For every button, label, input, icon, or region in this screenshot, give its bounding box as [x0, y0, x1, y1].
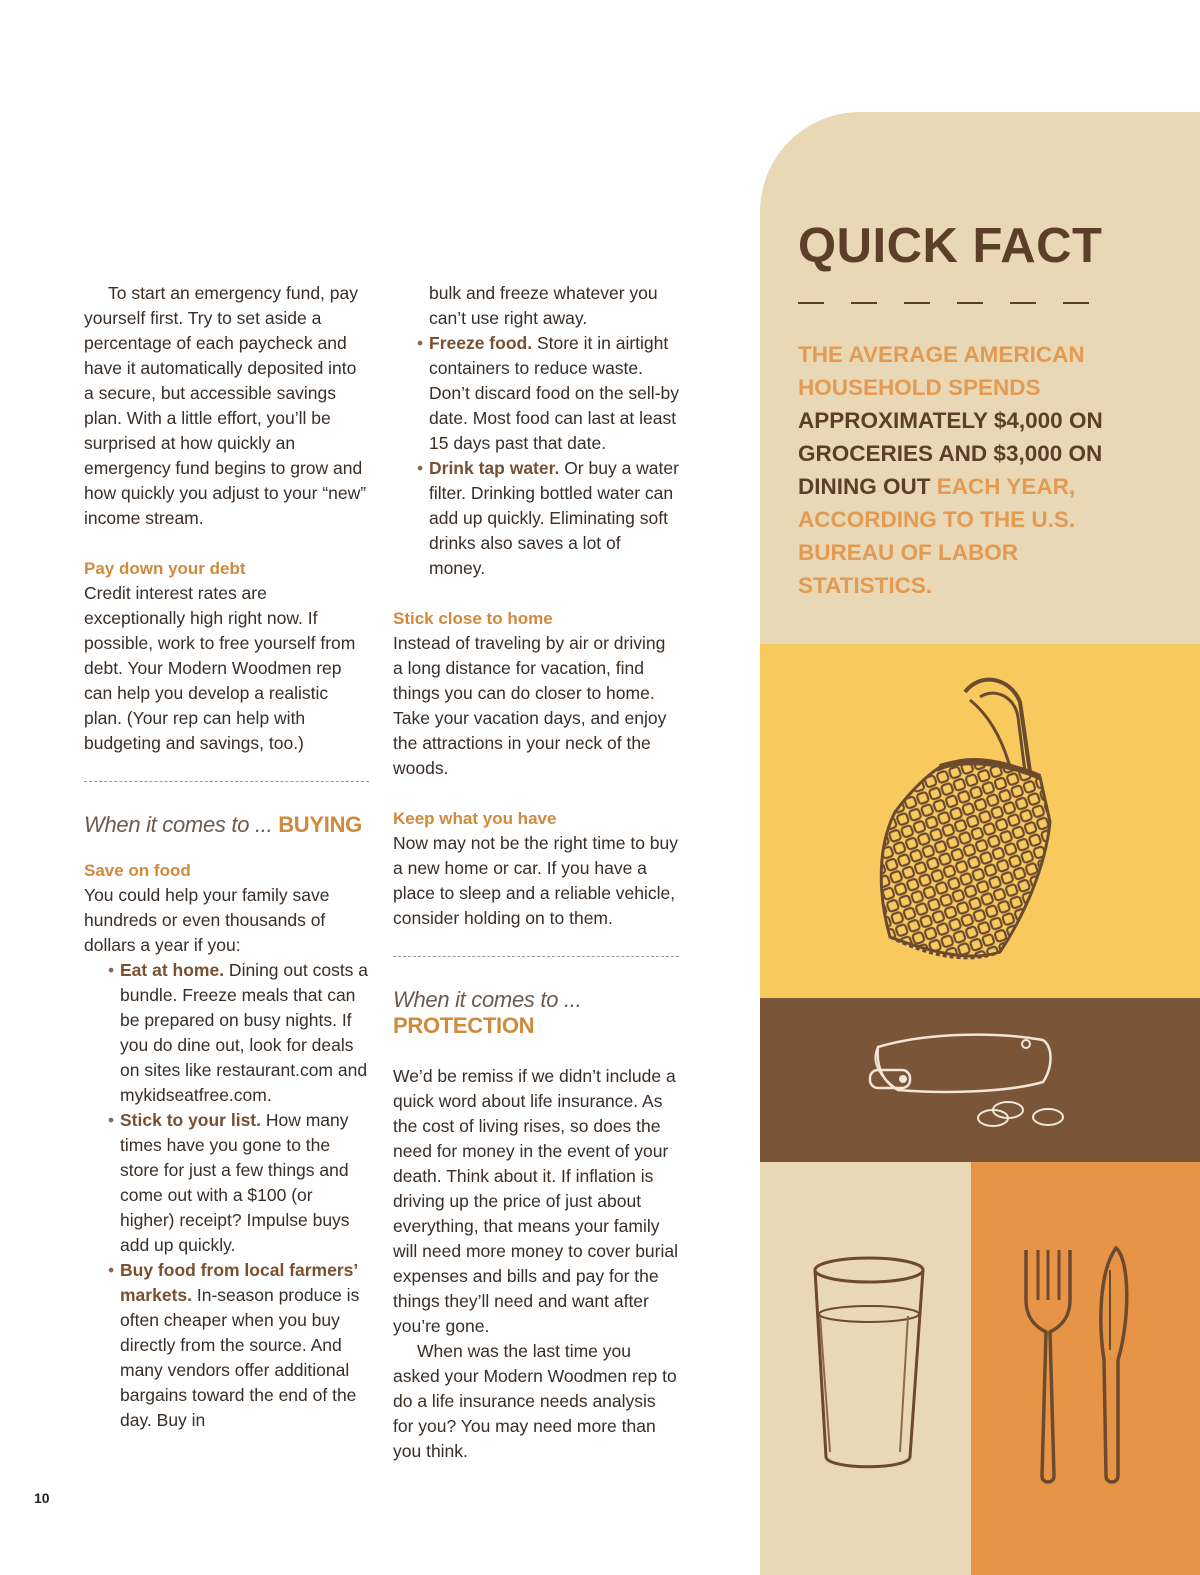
- keep-paragraph: Now may not be the right time to buy a new home or car. If you have a place to sleep and a reliable vehicle, consider holding on to them.: [393, 833, 678, 928]
- list-item-text: Or buy a water filter. Drinking bottled water can add up quickly. Eliminating soft drinks also saves a lot of money.: [429, 458, 679, 578]
- quick-fact-text-c: EACH YEAR, ACCORDING TO THE U.S. BUREAU OF LABOR STATISTICS.: [798, 474, 1076, 598]
- protection-heading-label: PROTECTION: [393, 1013, 535, 1038]
- list-item-text: In-season produce is often cheaper when you buy directly from the source. And many vendors offer additional bargains toward the end of the day. Buy in: [120, 1285, 360, 1430]
- quick-fact-title: QUICK FACT: [798, 219, 1103, 273]
- quick-fact-text: [798, 338, 1128, 602]
- keep-heading: Keep what you have: [393, 809, 557, 828]
- buying-heading: [84, 812, 369, 838]
- middle-column: [393, 281, 679, 1464]
- quick-fact-text-a: THE AVERAGE AMERICAN HOUSEHOLD SPENDS: [798, 342, 1085, 400]
- list-item: [84, 958, 369, 1108]
- buying-heading-prefix: When it comes to ...: [84, 812, 273, 837]
- water-glass-icon: [808, 1252, 930, 1478]
- list-item-text: Store it in airtight containers to reduce waste. Don’t discard food on the sell-by date. Most food can last at least 15 days past that date.: [429, 333, 679, 453]
- list-item-text: How many times have you gone to the store for just a few things and come out with a $100 (or higher) receipt? Impulse buys add up quickly.: [120, 1110, 350, 1255]
- home-heading: Stick close to home: [393, 609, 553, 628]
- fork-knife-icon: [1018, 1240, 1138, 1486]
- list-item-bold: Buy food from local farmers’ markets.: [120, 1260, 358, 1305]
- home-paragraph: Instead of traveling by air or driving a long distance for vacation, find things you can do closer to home. Take your vacation days, and enjoy the attractions in your neck of the woods.: [393, 633, 667, 778]
- debt-paragraph: Credit interest rates are exceptionally high right now. If possible, work to free yourself from debt. Your Modern Woodmen rep can help you develop a realistic plan. (Your rep can help with budgeting and savings, too.): [84, 583, 356, 753]
- section-divider: [393, 956, 679, 957]
- list-item-bold: Stick to your list.: [120, 1110, 261, 1130]
- intro-paragraph: To start an emergency fund, pay yourself first. Try to set aside a percentage of each paycheck and have it automatically deposited into a secure, but accessible savings plan. With a little effort, you’ll be surprised at how quickly an emergency fund begins to grow and how quickly you adjust to your “new” income stream.: [84, 283, 367, 528]
- mesh-bag-icon: [870, 672, 1080, 968]
- list-item-bold: Drink tap water.: [429, 458, 560, 478]
- continued-list-text: bulk and freeze whatever you can’t use right away.: [429, 283, 658, 328]
- wallet-coins-icon: [868, 1022, 1078, 1138]
- list-item-bold: Freeze food.: [429, 333, 533, 353]
- list-item: [84, 1108, 369, 1258]
- list-item: [393, 456, 679, 581]
- protection-heading: [393, 987, 679, 1039]
- food-paragraph: You could help your family save hundreds or even thousands of dollars a year if you:: [84, 885, 330, 955]
- list-item-text: Dining out costs a bundle. Freeze meals that can be prepared on busy nights. If you do dine out, look for deals on sites like restaurant.com and mykidseatfree.com.: [120, 960, 369, 1105]
- section-divider: [84, 781, 369, 782]
- page-number: 10: [34, 1490, 50, 1506]
- protection-heading-prefix: When it comes to ...: [393, 987, 582, 1012]
- list-item: [84, 1258, 369, 1433]
- quick-fact-dashes: [798, 302, 1089, 304]
- debt-heading: Pay down your debt: [84, 559, 246, 578]
- left-column: [84, 281, 369, 1433]
- list-item-bold: Eat at home.: [120, 960, 225, 980]
- food-heading: Save on food: [84, 861, 191, 880]
- protection-paragraph-2: When was the last time you asked your Modern Woodmen rep to do a life insurance needs analysis for you? You may need more than you think.: [393, 1341, 677, 1461]
- list-item: [393, 331, 679, 456]
- buying-heading-label: BUYING: [278, 812, 362, 837]
- quick-fact-text-b: APPROXIMATELY $4,000 ON GROCERIES AND $3,000 ON DINING OUT: [798, 408, 1103, 499]
- protection-paragraph: We’d be remiss if we didn’t include a quick word about life insurance. As the cost of living rises, so does the need for money in the event of your death. Think about it. If inflation is driving up the price of just about everything, that means your family will need more money to cover burial expenses and bills and pay for the things they’ll need and want after you’re gone.: [393, 1066, 678, 1336]
